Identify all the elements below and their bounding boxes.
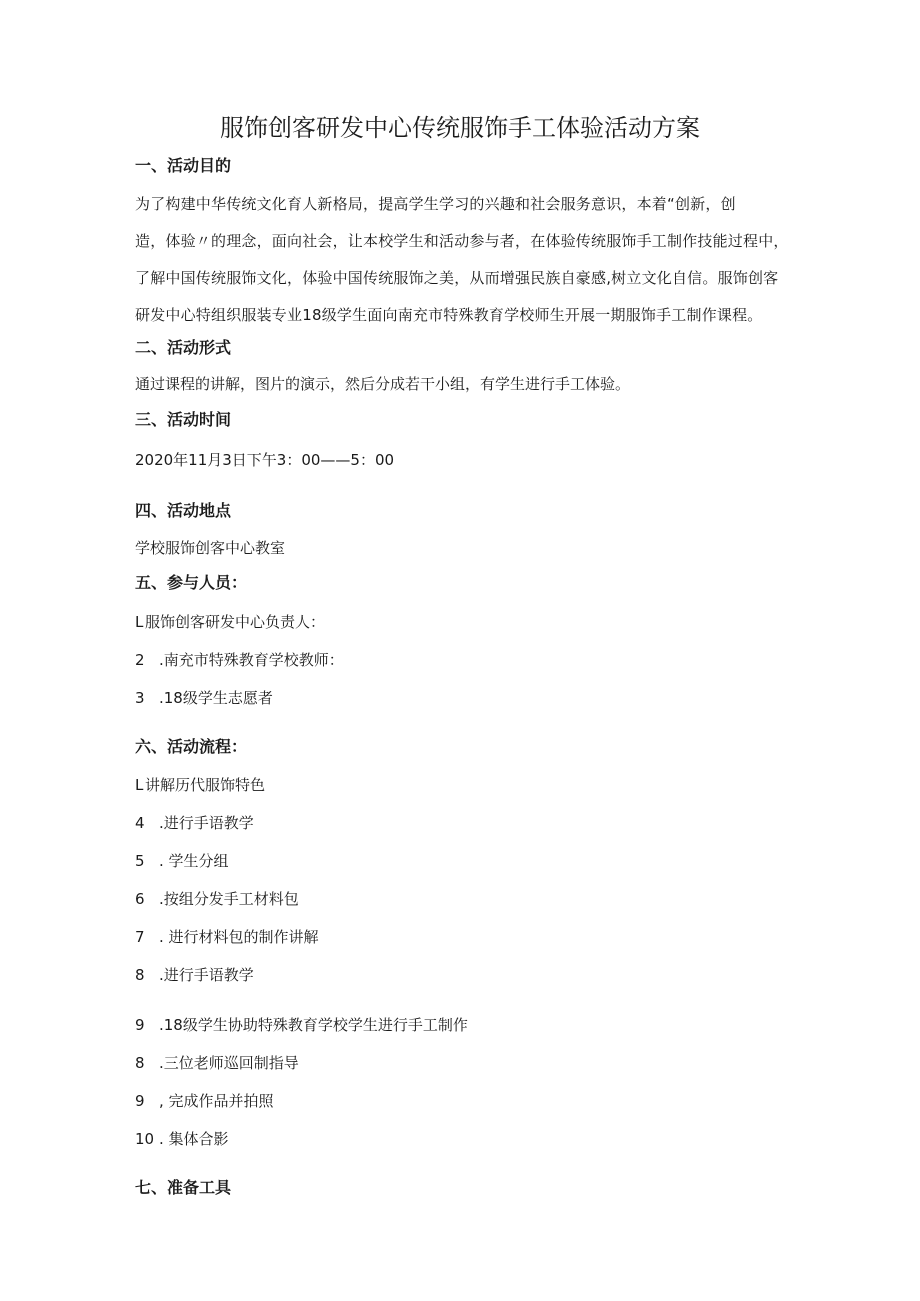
- location-text: 学校服饰创客中心教室: [135, 539, 286, 557]
- list-text: 讲解历代服饰特色: [145, 776, 266, 794]
- section-heading-location: 四、活动地点: [135, 501, 232, 520]
- section-heading-format: 二、活动形式: [135, 338, 232, 357]
- format-text: 通过课程的讲解，图片的演示，然后分成若干小组，有学生进行手工体验。: [135, 375, 631, 393]
- list-item: [135, 1052, 299, 1074]
- list-item: [135, 888, 299, 910]
- list-item: [135, 926, 319, 948]
- list-item: [135, 649, 344, 671]
- list-number: 9: [135, 1016, 145, 1034]
- list-item: [135, 850, 229, 872]
- list-text: .18级学生协助特殊教育学校学生进行手工制作: [159, 1016, 468, 1034]
- list-item: [135, 611, 325, 633]
- list-item: [135, 964, 254, 986]
- section-heading-purpose: 一、活动目的: [135, 156, 232, 175]
- paragraph-line: 造，体验〃的理念，面向社会，让本校学生和活动参与者，在体验传统服饰手工制作技能过程中，: [135, 232, 789, 250]
- list-text: , 完成作品并拍照: [159, 1092, 274, 1110]
- list-number: 5: [135, 852, 145, 870]
- list-number: 3: [135, 689, 145, 707]
- section-heading-process: 六、活动流程：: [135, 737, 248, 756]
- paragraph-line: 为了构建中华传统文化育人新格局，提高学生学习的兴趣和社会服务意识，本着“创新，创: [135, 195, 736, 213]
- list-text: . 学生分组: [159, 852, 229, 870]
- paragraph-line: 研发中心特组织服装专业18级学生面向南充市特殊教育学校师生开展一期服饰手工制作课程。: [135, 306, 763, 324]
- section-heading-tools: 七、准备工具: [135, 1178, 232, 1197]
- list-text: .进行手语教学: [159, 814, 254, 832]
- list-item: [135, 687, 273, 709]
- list-text: .南充市特殊教育学校教师：: [159, 651, 344, 669]
- list-item: [135, 774, 265, 796]
- section-heading-time: 三、活动时间: [135, 410, 232, 429]
- purpose-paragraph: [135, 186, 820, 334]
- paragraph-line: 了解中国传统服饰文化，体验中国传统服饰之美，从而增强民族自豪感,树立文化自信。服饰创客: [135, 269, 779, 287]
- list-number: 8: [135, 1054, 145, 1072]
- list-text: . 集体合影: [159, 1130, 229, 1148]
- list-item: [135, 812, 254, 834]
- list-number: L: [135, 613, 144, 631]
- list-text: .18级学生志愿者: [159, 689, 273, 707]
- list-number: L: [135, 776, 144, 794]
- list-text: .进行手语教学: [159, 966, 254, 984]
- page-title: 服饰创客研发中心传统服饰手工体验活动方案: [220, 114, 700, 142]
- list-number: 9: [135, 1092, 145, 1110]
- list-number: 10: [135, 1130, 155, 1148]
- list-number: 6: [135, 890, 145, 908]
- list-text: .按组分发手工材料包: [159, 890, 299, 908]
- list-item: [135, 1090, 274, 1112]
- section-heading-participants: 五、参与人员：: [135, 573, 248, 592]
- list-item: [135, 1014, 468, 1036]
- list-text: .三位老师巡回制指导: [159, 1054, 299, 1072]
- list-number: 2: [135, 651, 145, 669]
- list-number: 8: [135, 966, 145, 984]
- list-text: . 进行材料包的制作讲解: [159, 928, 319, 946]
- list-item: [135, 1128, 229, 1150]
- list-number: 7: [135, 928, 145, 946]
- list-text: 服饰创客研发中心负责人：: [145, 613, 326, 631]
- time-text: 2020年11月3日下午3：00——5：00: [135, 451, 395, 469]
- list-number: 4: [135, 814, 145, 832]
